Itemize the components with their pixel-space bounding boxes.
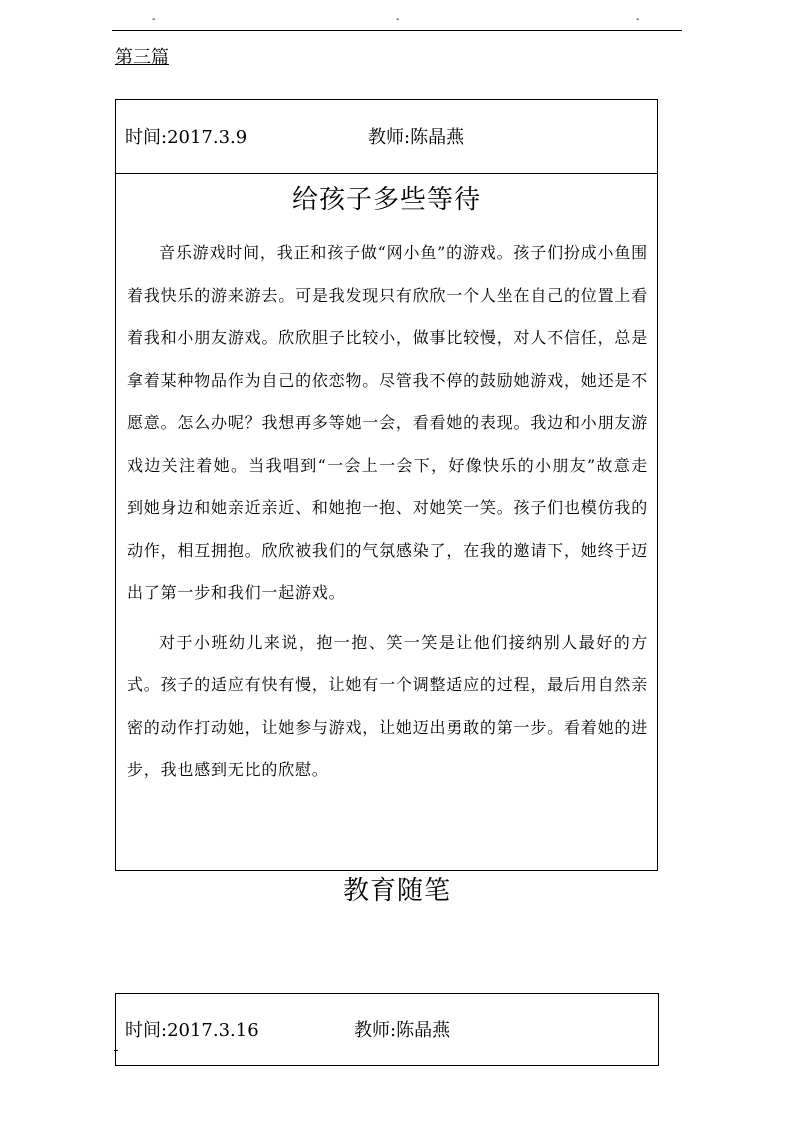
entry-1-teacher: 教师:陈晶燕 xyxy=(368,127,465,148)
article-paragraph-2: 对于小班幼儿来说，抱一抱、笑一笑是让他们接纳别人最好的方式。孩子的适应有快有慢，让她有一个调整适应的过程，最后用自然亲密的动作打动她，让她参与游戏，让她迈出勇敢的第一步。看着她的进步，我也感到无比的欣慰。 xyxy=(127,632,648,779)
article-paragraph-1: 音乐游戏时间，我正和孩子做“网小鱼”的游戏。孩子们扮成小鱼围着我快乐的游来游去。可是我发现只有欣欣一个人坐在自己的位置上看着我和小朋友游戏。欣欣胆子比较小，做事比较慢，对人不信任，总是拿着某种物品作为自己的依恋物。尽管我不停的鼓励她游戏，她还是不愿意。怎么办呢？我想再多等她一会，看看她的表现。我边和小朋友游戏边关注着她。当我唱到“一会上一会下，好像快乐的小朋友”故意走到她身边和她亲近亲近、和她抱一抱、对她笑一笑。孩子们也模仿我的动作，相互拥抱。欣欣被我们的气氛感染了，在我的邀请下，她终于迈出了第一步和我们一起游戏。 xyxy=(127,243,648,602)
margin-tick xyxy=(114,1050,118,1051)
article-title: 给孩子多些等待 xyxy=(291,185,481,215)
section-label: 第三篇 xyxy=(115,47,169,68)
entry-2-teacher: 教师:陈晶燕 xyxy=(354,1020,451,1041)
header-rule xyxy=(112,30,682,31)
entry-1-time: 时间:2017.3.9 xyxy=(125,127,248,148)
entry-table-2 xyxy=(115,993,659,1066)
article-body xyxy=(127,232,648,792)
header-mark-right: - xyxy=(636,14,640,25)
table-row-divider xyxy=(116,173,657,174)
header-mark-center: - xyxy=(396,14,400,25)
header-mark-left: - xyxy=(152,14,156,25)
entry-2-time: 时间:2017.3.16 xyxy=(125,1020,259,1041)
section-heading: 教育随笔 xyxy=(342,876,451,906)
entry-table-1 xyxy=(115,99,658,871)
